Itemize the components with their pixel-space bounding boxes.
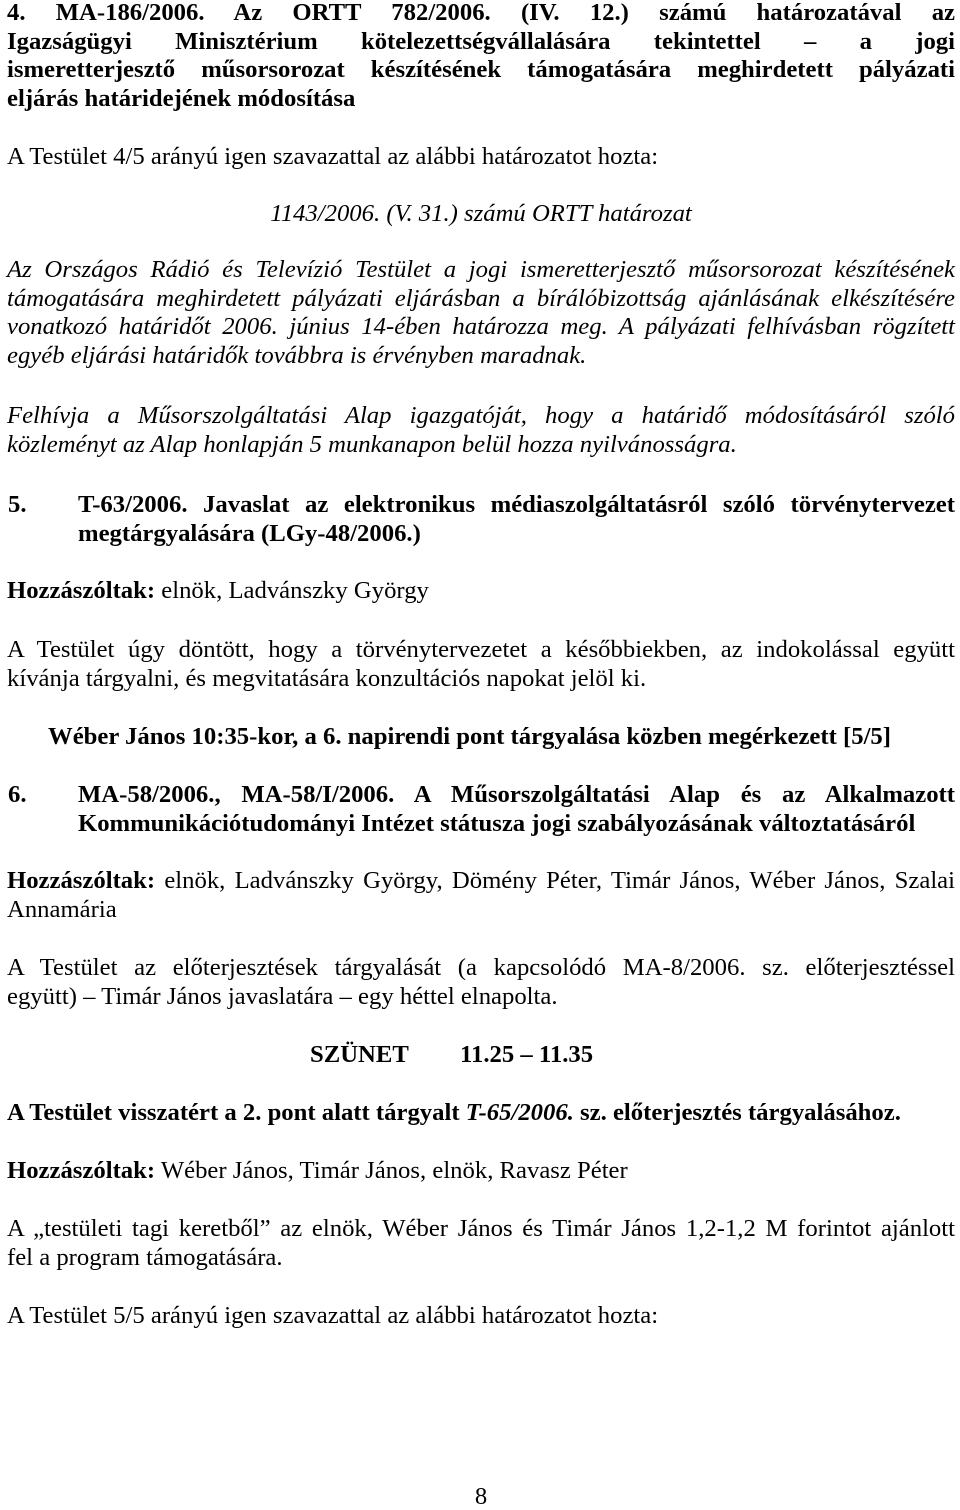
return-note-text: A Testület visszatért a 2. pont alatt tárgyalt [7,1099,466,1126]
commenters-2 [7,867,955,924]
resolution-title [7,200,955,229]
resolution-title-text: 1143/2006. (V. 31.) számú ORTT határozat [270,200,692,227]
return-note-ref: T-65/2006. [465,1099,574,1126]
offer-note [7,1215,955,1272]
arrival-note: Wéber János 10:35-kor, a 6. napirendi pont tárgyalása közben megérkezett [5/5] [48,723,891,750]
paragraph-line: vonatkozó határidőt 2006. június 14-ében határozza meg. A pályázati felhívásban rögzített [7,313,955,341]
decision-6 [7,954,955,1011]
heading-line: Kommunikációtudományi Intézet státusza jogi szabályozásának változtatásáról [78,809,916,837]
paragraph-line: A Testület az előterjesztések tárgyalását (a kapcsolódó MA-8/2006. sz. előterjesztéssel [7,954,955,981]
heading-line: eljárás határidejének módosítása [7,85,356,113]
paragraph-line: A Testület 5/5 arányú igen szavazattal az alábbi határozatot hozta: [7,1302,659,1329]
decision-5 [7,636,955,693]
commenters-names: elnök, Ladvánszky György [155,577,429,604]
paragraph-line: A „testületi tagi keretből” az elnök, Wéber János és Timár János 1,2-1,2 M forintot ajánlott [7,1215,955,1242]
paragraph-line: fel a program támogatására. [7,1243,283,1271]
decision-intro-1 [7,143,955,172]
heading-line: MA-58/2006., MA-58/I/2006. A Műsorszolgáltatási Alap és az Alkalmazott [78,781,955,808]
commenters-names: elnök, Ladvánszky György, Dömény Péter, Timár János, Wéber János, Szalai [155,867,955,894]
paragraph-line [7,867,955,896]
return-note-text: sz. előterjesztés tárgyalásához. [573,1099,901,1126]
commenters-names: Wéber János, Timár János, elnök, Ravasz Péter [155,1157,628,1184]
paragraph-line: egyéb eljárási határidők továbbra is érvényben maradnak. [7,342,587,370]
item-6-heading [78,781,955,838]
commenters-1 [7,577,955,606]
item-6-number: 6. [8,781,27,808]
resolution-body [7,256,955,371]
break-label: SZÜNET [310,1041,409,1068]
paragraph-line: kívánja tárgyalni, és megvitatására konzultációs napokat jelöl ki. [7,664,647,692]
page-number: 8 [474,1483,488,1510]
paragraph-line: A Testület úgy döntött, hogy a törvénytervezetet a későbbiekben, az indokolással együtt [7,636,955,663]
paragraph-line: Az Országos Rádió és Televízió Testület a jogi ismeretterjesztő műsorsorozat készítésének [7,256,955,283]
heading-line: 4. MA-186/2006. Az ORTT 782/2006. (IV. 12.) számú határozatával az [7,0,955,26]
break-time: 11.25 – 11.35 [460,1041,594,1068]
page-footer [7,1485,955,1509]
heading-line: Igazságügyi Minisztérium kötelezettségvállalására tekintettel – a jogi [7,27,955,55]
paragraph-line [7,1157,955,1186]
heading-line: ismeretterjesztő műsorsorozat készítésének támogatására meghirdetett pályázati [7,56,955,84]
item-4-heading [7,0,955,114]
item-5-number: 5. [8,491,27,518]
commenters-label: Hozzászóltak: [7,867,156,894]
item-5-heading [78,491,955,548]
commenters-label: Hozzászóltak: [7,577,156,604]
commenters-3 [7,1157,955,1186]
resolution-call [7,402,955,459]
decision-intro-2 [7,1302,955,1331]
paragraph-line: Annamária [7,895,117,923]
heading-line: T-63/2006. Javaslat az elektronikus médiaszolgáltatásról szóló törvénytervezet [78,491,955,518]
paragraph-line: A Testület 4/5 arányú igen szavazattal az alábbi határozatot hozta: [7,143,659,170]
paragraph-line: együtt) – Timár János javaslatára – egy héttel elnapolta. [7,982,558,1010]
commenters-label: Hozzászóltak: [7,1157,156,1184]
paragraph-line: támogatására meghirdetett pályázati eljárásban a bírálóbizottság ajánlásának elkészítésére [7,284,955,312]
return-note [7,1099,955,1128]
paragraph-line [7,1099,955,1128]
heading-line: megtárgyalására (LGy-48/2006.) [78,519,421,547]
paragraph-line: Felhívja a Műsorszolgáltatási Alap igazgatóját, hogy a határidő módosításáról szóló [7,402,955,429]
paragraph-line: közleményt az Alap honlapján 5 munkanapon belül hozza nyilvánosságra. [7,430,737,458]
paragraph-line [7,577,955,606]
